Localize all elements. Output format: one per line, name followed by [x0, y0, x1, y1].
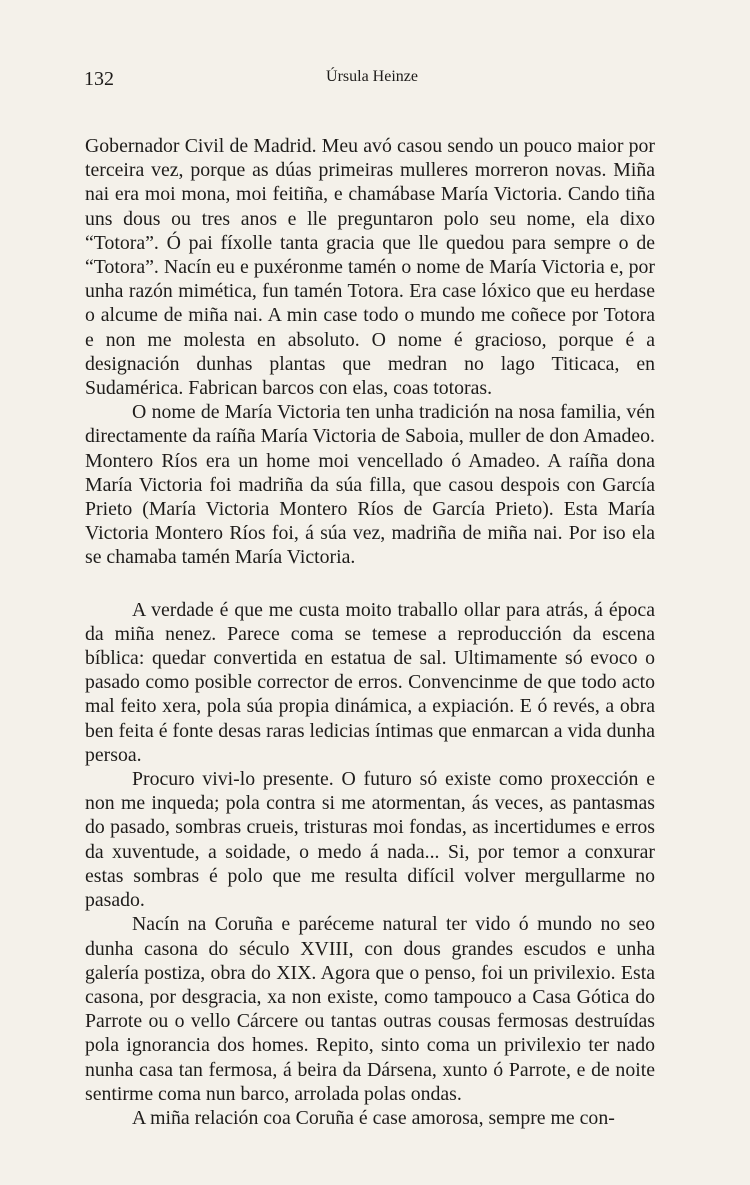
page-header — [84, 68, 660, 94]
paragraph-continued: Gobernador Civil de Madrid. Meu avó casou sendo un pouco maior por terceira vez, porque as dúas primeiras mulleres morreron novas. Miña nai era moi mona, moi feitiña, e chamábase María Victoria. Cando tiña uns dous ou tres anos e lle preguntaron polo seu nome, ela dixo “Totora”. Ó pai fíxolle tanta gracia que lle quedou para sempre o de “Totora”. Nacín eu e puxéronme tamén o nome de María Victoria e, por unha razón mimética, fun tamén Totora. Era case lóxico que eu herdase o alcume de miña nai. A min case todo o mundo me coñece por Totora e non me molesta en absoluto. O nome é gracioso, porque é a designación dunhas plantas que medran no lago Titicaca, en Sudamérica. Fabrican barcos con elas, coas totoras. — [85, 135, 655, 400]
paragraph: A verdade é que me custa moito traballo ollar para atrás, á época da miña nenez. Parece coma se temese a reproducción da escena bíblica: quedar convertida en estatua de sal. Ultimamente só evoco o pasado como posible corrector de erros. Convencinme de que todo acto mal feito xera, pola súa propia dinámica, a expiación. E ó revés, a obra ben feita é fonte desas raras ledicias íntimas que enmarcan a vida dunha persoa. — [85, 598, 655, 766]
body-text — [85, 134, 655, 1130]
section-break — [85, 570, 655, 598]
page-number: 132 — [84, 68, 114, 90]
paragraph: Nacín na Coruña e paréceme natural ter vido ó mundo no seo dunha casona do século XVIII, con dous grandes escudos e unha galería postiza, obra do XIX. Agora que o penso, foi un privilexio. Esta casona, por desgracia, xa non existe, como tampouco a Casa Gótica do Parrote ou o vello Cárcere ou tantas outras cousas fermosas destruídas pola ignorancia dos homes. Repito, sinto coma un privilexio ter nado nunha casa tan fermosa, á beira da Dársena, xunto ó Parrote, e de noite sentirme coma nun barco, arrolada polas ondas. — [85, 913, 655, 1105]
paragraph: Procuro vivi-lo presente. O futuro só existe como proxección e non me inqueda; pola contra si me atormentan, ás veces, as pantasmas do pasado, sombras crueis, tristuras moi fondas, as incertidumes e erros da xuventude, a soidade, o medo á nada... Si, por temor a conxurar estas sombras é polo que me resulta difícil volver mergullarme no pasado. — [85, 768, 655, 912]
running-head-author: Úrsula Heinze — [326, 68, 418, 85]
paragraph: O nome de María Victoria ten unha tradición na nosa familia, vén directamente da raíña María Victoria de Saboia, muller de don Amadeo. Montero Ríos era un home moi vencellado ó Amadeo. A raíña dona María Victoria foi madriña da súa filla, que casou despois con García Prieto (María Victoria Montero Ríos de García Prieto). Esta María Victoria Montero Ríos foi, á súa vez, madriña de miña nai. Por iso ela se chamaba tamén María Victoria. — [85, 401, 655, 569]
paragraph-truncated: A miña relación coa Coruña é case amorosa, sempre me con- — [132, 1106, 615, 1129]
